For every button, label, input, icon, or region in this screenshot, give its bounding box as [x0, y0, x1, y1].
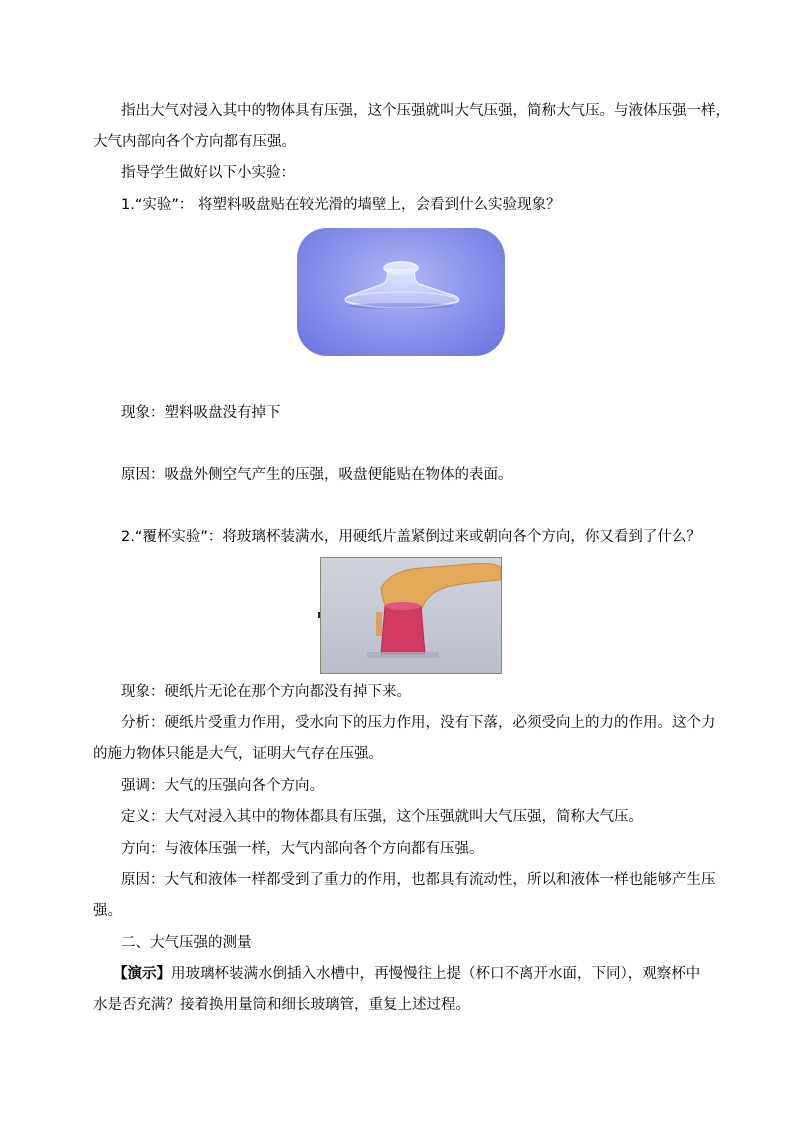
suction-cup-icon [297, 228, 505, 356]
cause-line-1: 原因：大气和液体一样都受到了重力的作用，也都具有流动性，所以和液体一样也能够产生压 [121, 872, 716, 888]
hand-holding-cup-icon [321, 558, 501, 673]
suction-cup-photo [297, 228, 505, 356]
paragraph-1-line-2: 大气内部向各个方向都有压强。 [93, 134, 296, 150]
phenomenon-2: 现象：硬纸片无论在那个方向都没有掉下来。 [121, 684, 411, 700]
cause-line-2: 强。 [93, 903, 122, 919]
demo-paragraph-line-2: 水是否充满？接着换用量筒和细长玻璃管，重复上述过程。 [93, 997, 470, 1013]
demo-paragraph-line-1 [113, 964, 700, 984]
reason-1: 原因：吸盘外侧空气产生的压强，吸盘便能贴在物体的表面。 [121, 467, 513, 483]
paragraph-1-line-1: 指出大气对浸入其中的物体具有压强，这个压强就叫大气压强，简称大气压。与液体压强一样， [121, 103, 730, 119]
phenomenon-1: 现象：塑料吸盘没有掉下 [121, 405, 281, 421]
analysis-line-2: 的施力物体只能是大气，证明大气存在压强。 [93, 746, 383, 762]
experiment-2: 2.“覆杯实验”：将玻璃杯装满水，用硬纸片盖紧倒过来或朝向各个方向，你又看到了什么？ [121, 529, 701, 545]
paragraph-2: 指导学生做好以下小实验： [121, 165, 295, 181]
emphasis: 强调：大气的压强向各个方向。 [121, 778, 324, 794]
definition: 定义：大气对浸入其中的物体都具有压强，这个压强就叫大气压强，简称大气压。 [121, 809, 643, 825]
analysis-line-1: 分析：硬纸片受重力作用，受水向下的压力作用，没有下落，必须受向上的力的作用。这个力 [121, 715, 716, 731]
direction: 方向：与液体压强一样，大气内部向各个方向都有压强。 [121, 841, 484, 857]
demo-label: 【演示】 [113, 966, 171, 982]
inverted-cup-photo [320, 557, 502, 674]
demo-text-1: 用玻璃杯装满水倒插入水槽中，再慢慢往上提（杯口不离开水面，下同），观察杯中 [171, 966, 701, 982]
experiment-1: 1.“实验”： 将塑料吸盘贴在较光滑的墙壁上，会看到什么实验现象？ [121, 197, 561, 213]
section-2-heading: 二、大气压强的测量 [121, 935, 252, 951]
